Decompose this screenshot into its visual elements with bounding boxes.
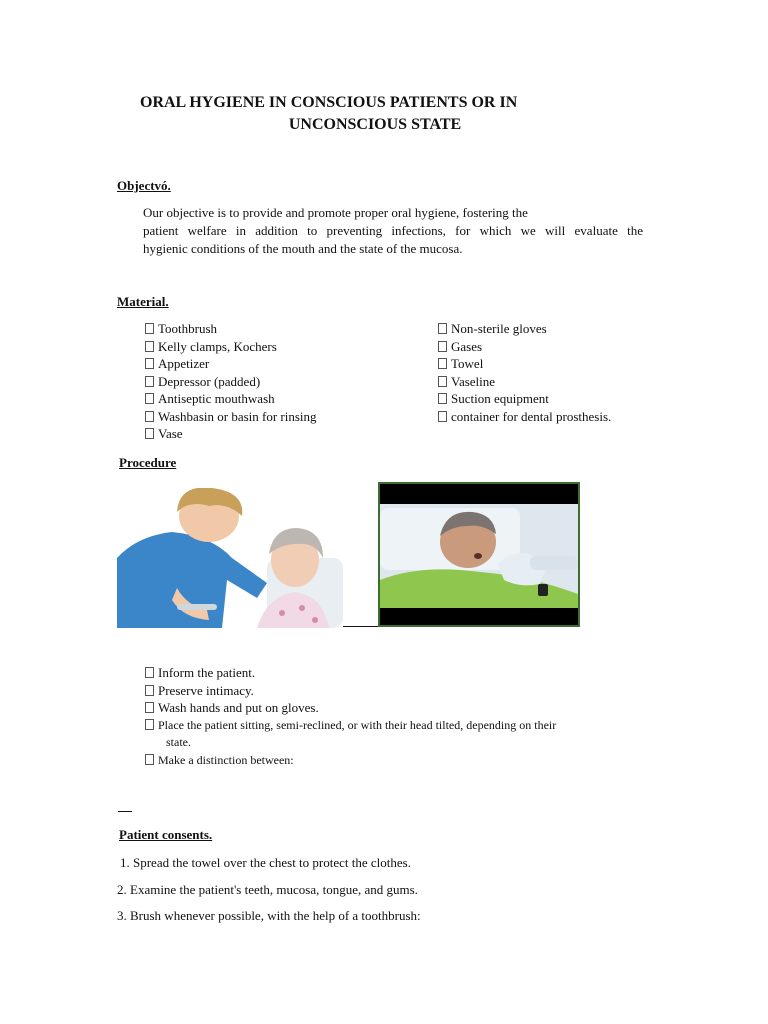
consent-step-1: 1. Spread the towel over the chest to protect the clothes. [120, 855, 411, 870]
checkbox-bullet-icon [438, 376, 447, 387]
checkbox-bullet-icon [145, 754, 154, 765]
list-item: Make a distinction between: [145, 752, 645, 770]
checkbox-bullet-icon [145, 428, 154, 439]
list-item: Antiseptic mouthwash [145, 390, 425, 408]
checkbox-bullet-icon [145, 376, 154, 387]
objective-line-3: hygienic conditions of the mouth and the state of the mucosa. [143, 241, 463, 256]
checkbox-bullet-icon [145, 341, 154, 352]
image-gap-underline [343, 626, 378, 627]
checkbox-bullet-icon [145, 719, 154, 730]
checkbox-bullet-icon [438, 393, 447, 404]
objective-line-2: patient welfare in addition to preventing infections, for which we will evaluate the [143, 223, 643, 238]
consent-step-2: 2. Examine the patient's teeth, mucosa, tongue, and gums. [117, 882, 418, 897]
short-divider [118, 811, 132, 812]
checkbox-bullet-icon [438, 358, 447, 369]
page-title-line1: ORAL HYGIENE IN CONSCIOUS PATIENTS OR IN [140, 94, 518, 111]
list-item: Gases [438, 338, 698, 356]
procedure-heading: Procedure [119, 455, 177, 470]
checkbox-bullet-icon [145, 685, 154, 696]
checkbox-bullet-icon [145, 393, 154, 404]
list-item: Kelly clamps, Kochers [145, 338, 425, 356]
material-heading: Material. [117, 294, 169, 309]
list-item: Place the patient sitting, semi-reclined, or with their head tilted, depending on their [145, 717, 645, 735]
list-item: Vase [145, 425, 425, 443]
list-item: Washbasin or basin for rinsing [145, 408, 425, 426]
list-item: Vaseline [438, 373, 698, 391]
consent-step-3: 3. Brush whenever possible, with the help of a toothbrush: [117, 908, 421, 923]
unconscious-patient-photo [378, 482, 580, 627]
list-item: Depressor (padded) [145, 373, 425, 391]
nurse-with-patient-photo [117, 488, 343, 628]
page-title-line2: UNCONSCIOUS STATE [288, 116, 462, 133]
checkbox-bullet-icon [145, 323, 154, 334]
objective-heading: Objectvó. [117, 178, 171, 193]
list-item: Wash hands and put on gloves. [145, 699, 645, 717]
list-item: container for dental prosthesis. [438, 408, 698, 426]
checkbox-bullet-icon [145, 702, 154, 713]
material-list-right [438, 320, 698, 425]
list-item: Preserve intimacy. [145, 682, 645, 700]
list-item: Appetizer [145, 355, 425, 373]
material-list-left [145, 320, 425, 443]
list-item: Toothbrush [145, 320, 425, 338]
objective-line-1: Our objective is to provide and promote proper oral hygiene, fostering the [143, 205, 528, 220]
list-item: Suction equipment [438, 390, 698, 408]
list-item: Non-sterile gloves [438, 320, 698, 338]
checkbox-bullet-icon [438, 323, 447, 334]
list-item-continuation: state. [166, 735, 191, 749]
checkbox-bullet-icon [145, 358, 154, 369]
checkbox-bullet-icon [145, 411, 154, 422]
checkbox-bullet-icon [438, 341, 447, 352]
checkbox-bullet-icon [145, 667, 154, 678]
list-item: Inform the patient. [145, 664, 645, 682]
checkbox-bullet-icon [438, 411, 447, 422]
procedure-steps [145, 664, 645, 769]
consents-heading: Patient consents. [119, 827, 213, 842]
list-item: Towel [438, 355, 698, 373]
